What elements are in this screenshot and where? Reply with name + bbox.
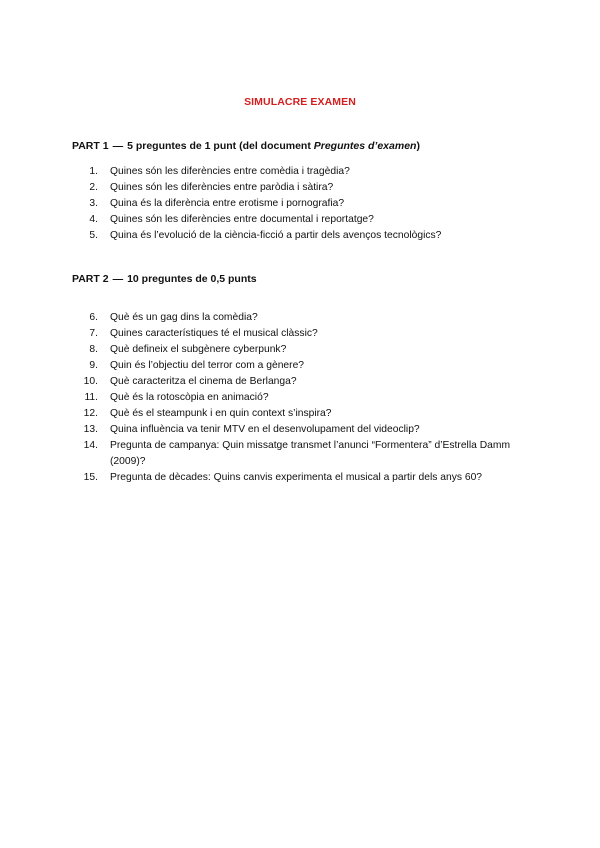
- question-text: Què és un gag dins la comèdia?: [110, 312, 258, 323]
- question-number: 13.: [83, 424, 98, 435]
- question-item: [72, 326, 520, 342]
- question-text: Què és la rotoscòpia en animació?: [110, 392, 269, 403]
- question-item: [72, 422, 520, 438]
- question-item: [72, 358, 520, 374]
- question-text: Quines característiques té el musical clàssic?: [110, 328, 318, 339]
- part2-desc: 10 preguntes de 0,5 punts: [127, 273, 257, 285]
- question-text: Quina és la diferència entre erotisme i pornografia?: [110, 198, 345, 209]
- question-item: [72, 212, 520, 228]
- part1-label: PART 1: [72, 140, 109, 152]
- question-item: [72, 406, 520, 422]
- question-number: 15.: [83, 472, 98, 483]
- question-number: 8.: [89, 344, 98, 355]
- question-text: Quines són les diferències entre comèdia i tragèdia?: [110, 166, 350, 177]
- question-number: 2.: [89, 182, 98, 193]
- question-number: 12.: [83, 408, 98, 419]
- part2-label: PART 2: [72, 273, 109, 285]
- part2-heading: [72, 273, 257, 285]
- question-number: 3.: [89, 198, 98, 209]
- question-text: Què és el steampunk i en quin context s’inspira?: [110, 408, 332, 419]
- question-text: Pregunta de campanya: Quin missatge transmet l’anunci “Formentera” d’Estrella Damm (2009)?: [110, 440, 511, 467]
- question-number: 6.: [89, 312, 98, 323]
- document-title: SIMULACRE EXAMEN: [244, 96, 356, 108]
- question-text: Quines són les diferències entre documental i reportatge?: [110, 214, 374, 225]
- question-item: [72, 390, 520, 406]
- part1-desc-italic: Preguntes d’examen: [313, 140, 417, 152]
- question-item: [72, 310, 520, 326]
- part2-question-list: [72, 310, 520, 486]
- part1-heading: [72, 140, 420, 152]
- part1-desc-suffix: ): [416, 140, 420, 152]
- question-item: [72, 196, 520, 212]
- question-text: Quines són les diferències entre paròdia i sàtira?: [110, 182, 334, 193]
- question-text: Què caracteritza el cinema de Berlanga?: [110, 376, 297, 387]
- question-number: 9.: [89, 360, 98, 371]
- question-text: Quina és l’evolució de la ciència-ficció a partir dels avenços tecnològics?: [110, 230, 442, 241]
- question-item: [72, 470, 520, 486]
- part1-question-list: [72, 164, 520, 244]
- question-item: [72, 164, 520, 180]
- question-number: 4.: [89, 214, 98, 225]
- question-number: 14.: [83, 440, 98, 451]
- question-text: Quina influència va tenir MTV en el desenvolupament del videoclip?: [110, 424, 420, 435]
- question-item: [72, 374, 520, 390]
- question-number: 10.: [83, 376, 98, 387]
- question-number: 1.: [89, 166, 98, 177]
- question-text: Quin és l’objectiu del terror com a gènere?: [110, 360, 305, 371]
- part1-desc-prefix: 5 preguntes de 1 punt (del document: [127, 140, 314, 152]
- question-item: [72, 342, 520, 358]
- question-number: 7.: [89, 328, 98, 339]
- question-text: Pregunta de dècades: Quins canvis experimenta el musical a partir dels anys 60?: [110, 472, 483, 483]
- question-number: 11.: [84, 392, 98, 403]
- question-item: [72, 228, 520, 244]
- question-number: 5.: [89, 230, 98, 241]
- question-item: [72, 438, 520, 470]
- part1-dash: —: [112, 140, 124, 152]
- question-item: [72, 180, 520, 196]
- part2-dash: —: [112, 273, 124, 285]
- question-text: Què defineix el subgènere cyberpunk?: [110, 344, 287, 355]
